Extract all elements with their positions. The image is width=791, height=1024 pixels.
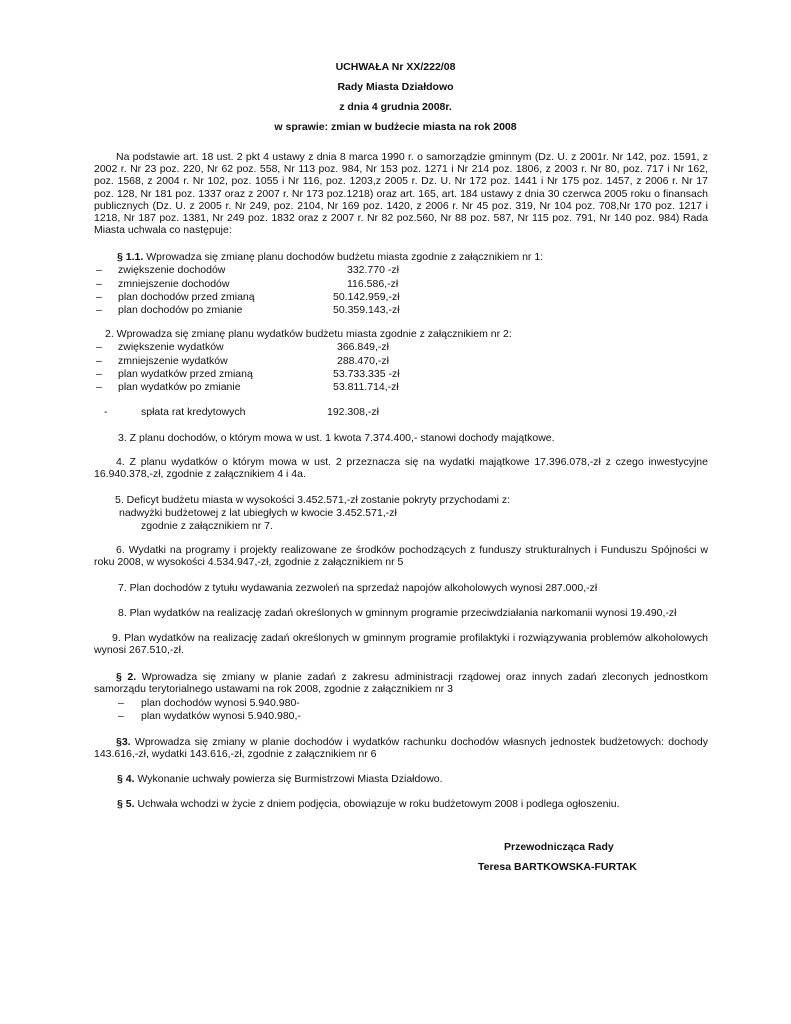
council-name: Rady Miasta Działdowo (337, 81, 454, 93)
point-3: 3. Z planu dochodów, o którym mowa w ust. 1 kwota 7.374.400,- stanowi dochody majątkowe. (118, 432, 555, 444)
section-3-paragraph (94, 736, 708, 760)
point-5-line-2: nadwyżki budżetowej z lat ubiegłych w kwocie 3.452.571,-zł (119, 507, 397, 519)
paragraph-4-text: Wykonanie uchwały powierza się Burmistrzowi Miasta Działdowo. (137, 773, 443, 785)
point-8: 8. Plan wydatków na realizację zadań określonych w gminnym programie przeciwdziałania narkomanii wynosi 19.490,-zł (118, 607, 677, 619)
section-4-paragraph (117, 773, 443, 785)
section-2-intro: 2. Wprowadza się zmianę planu wydatków budżetu miasta zgodnie z załącznikiem nr 2: (105, 328, 512, 340)
paragraph-4-mark: § 4. (117, 773, 135, 785)
section-1-text: Wprowadza się zmianę planu dochodów budżetu miasta zgodnie z załącznikiem nr 1: (146, 251, 544, 263)
paragraph-2-mark: § 2. (116, 671, 137, 683)
point-4: 4. Z planu wydatków o którym mowa w ust. 2 przeznacza się na wydatki majątkowe 17.396.078,-zł z czego inwestycyjne 16.940.378,-zł, zgodnie z załącznikiem 4 i 4a. (94, 456, 708, 481)
point-6: 6. Wydatki na programy i projekty realizowane ze środków pochodzących z funduszy strukturalnych i Funduszu Spójności w roku 2008, w wysokości 4.534.947,-zł, zgodnie z załącznikiem nr 5 (94, 544, 708, 569)
paragraph-2-text: Wprowadza się zmiany w planie zadań z zakresu administracji rządowej oraz innych zadań zleconych jednostkom samorządu terytorialnego ustawami na rok 2008, zgodnie z załącznikiem nr 3 (94, 671, 708, 696)
paragraph-3-text: Wprowadza się zmiany w planie dochodów i wydatków rachunku dochodów własnych jednostek budżetowych: dochody 143.616,-zł, wydatki 143.616,-zł, zgodnie z załącznikiem nr 6 (94, 736, 708, 761)
section-5-paragraph (117, 798, 620, 810)
signature-name: Teresa BARTKOWSKA-FURTAK (478, 861, 637, 873)
signature-role: Przewodnicząca Rady (504, 841, 614, 853)
point-9: 9. Plan wydatków na realizację zadań określonych w gminnym programie profilaktyki i rozwiązywania problemów alkoholowych wynosi 267.510,-zł. (94, 632, 708, 657)
section-1-mark: § 1.1. (117, 251, 144, 263)
paragraph-5-text: Uchwała wchodzi w życie z dniem podjęcia, obowiązuje w roku budżetowym 2008 i podlega ogłoszeniu. (137, 798, 620, 810)
paragraph-5-mark: § 5. (117, 798, 135, 810)
point-5-line-1: 5. Deficyt budżetu miasta w wysokości 3.452.571,-zł zostanie pokryty przychodami z: (115, 494, 511, 506)
resolution-subject: w sprawie: zmian w budżecie miasta na rok 2008 (274, 121, 517, 133)
document-page: UCHWAŁA Nr XX/222/08 Rady Miasta Działdowo z dnia 4 grudnia 2008r. w sprawie: zmian w budżecie miasta na rok 2008 Na podstawie art. 18 ust. 2 pkt 4 ustawy z dnia 8 marca 1990 r. o samorządzie gminnym (Dz. U. z 2001r. Nr 142, poz. 1591, z 2002 r. Nr 23 poz. 220, Nr 62 poz. 558, Nr 113 poz. 984, Nr 153 poz. 1271 i Nr 214 poz. 1806, z 2003 r. Nr 80, poz. 717 i Nr 162, poz. 1568, z 2004 r. Nr 102, poz. 1055 i Nr 116, poz. 1203,z 2005 r. Dz. U. Nr 172 poz. 1441 i Nr 175 poz. 1457, z 2006 r. Nr 17 poz. 128, Nr 181 poz. 1337 oraz z 2007 r. Nr 173 poz.1218) oraz art. 165, art. 184 ustawy z dnia 30 czerwca 2005 roku o finansach publicznych (Dz. U. z 2005 r. Nr 249, poz. 2104, Nr 169 poz. 1420, z 2006 r. Nr 45 poz. 319, Nr 104 poz. 708,Nr 170 poz. 1217 i 1218, Nr 187 poz. 1381, Nr 249 poz. 1832 oraz z 2007 r. Nr 82 poz.560, Nr 88 poz. 587, Nr 115 poz. 791, Nr 140 poz. 984) Rada Miasta uchwala co następuje: § 1.1. Wprowadza się zmianę planu dochodów budżetu miasta zgodnie z załącznikiem nr 1: – zwiększenie dochodów 332.770 -zł – zmniejszenie dochodów 116.586,-zł – plan dochodów przed zmianą 50.142.959,-zł – plan dochodów po zmianie 50.359.143,-zł 2. Wprowadza się zmianę planu wydatków budżetu miasta zgodnie z załącznikiem nr 2: – zwiększenie wydatków 366.849,-zł – zmniejszenie wydatków 288.470,-zł – plan wydatków przed zmianą 53.733.335 -zł – plan wydatków po zmianie 53.811.714,-zł - spłata rat kredytowych 192.308,-zł 3. Z planu dochodów, o którym mowa w ust. 1 kwota 7.374.400,- stanowi dochody majątkowe. 4. Z planu wydatków o którym mowa w ust. 2 przeznacza się na wydatki majątkowe 17.396.078,-zł z czego inwestycyjne 16.940.378,-zł, zgodnie z załącznikiem 4 i 4a. 5. Deficyt budżetu miasta w wysokości 3.452.571,-zł zostanie pokryty przychodami z: nadwyżki budżetowej z lat ubiegłych w kwocie 3.452.571,-zł zgodnie z załącznikiem nr 7. 6. Wydatki na programy i projekty realizowane ze środków pochodzących z funduszy strukturalnych i Funduszu Spójności w roku 2008, w wysokości 4.534.947,-zł, zgodnie z załącznikiem nr 5 7. Plan dochodów z tytułu wydawania zezwoleń na sprzedaż napojów alkoholowych wynosi 287.000,-zł 8. Plan wydatków na realizację zadań określonych w gminnym programie przeciwdziałania narkomanii wynosi 19.490,-zł 9. Plan wydatków na realizację zadań określonych w gminnym programie profilaktyki i rozwiązywania problemów alkoholowych wynosi 267.510,-zł. § 2. Wprowadza się zmiany w planie zadań z zakresu administracji rządowej oraz innych zadań zleconych jednostkom samorządu terytorialnego ustawami na rok 2008, zgodnie z załącznikiem nr 3 – plan dochodów wynosi 5.940.980- – plan wydatków wynosi 5.940.980,- §3. Wprowadza się zmiany w planie dochodów i wydatków rachunku dochodów własnych jednostek budżetowych: dochody 143.616,-zł, wydatki 143.616,-zł, zgodnie z załącznikiem nr 6 § 4. Wykonanie uchwały powierza się Burmistrzowi Miasta Działdowo. § 5. Uchwała wchodzi w życie z dniem podjęcia, obowiązuje w roku budżetowym 2008 i podlega ogłoszeniu. Przewodnicząca Rady Teresa BARTKOWSKA-FURTAK (0, 0, 791, 1024)
resolution-date: z dnia 4 grudnia 2008r. (339, 101, 452, 113)
preamble: Na podstawie art. 18 ust. 2 pkt 4 ustawy z dnia 8 marca 1990 r. o samorządzie gminnym (Dz. U. z 2001r. Nr 142, poz. 1591, z 2002 r. Nr 23 poz. 220, Nr 62 poz. 558, Nr 113 poz. 984, Nr 153 poz. 1271 i Nr 214 poz. 1806, z 2003 r. Nr 80, poz. 717 i Nr 162, poz. 1568, z 2004 r. Nr 102, poz. 1055 i Nr 116, poz. 1203,z 2005 r. Dz. U. Nr 172 poz. 1441 i Nr 175 poz. 1457, z 2006 r. Nr 17 poz. 128, Nr 181 poz. 1337 oraz z 2007 r. Nr 173 poz.1218) oraz art. 165, art. 184 ustawy z dnia 30 czerwca 2005 roku o finansach publicznych (Dz. U. z 2005 r. Nr 249, poz. 2104, Nr 169 poz. 1420, z 2006 r. Nr 45 poz. 319, Nr 104 poz. 708,Nr 170 poz. 1217 i 1218, Nr 187 poz. 1381, Nr 249 poz. 1832 oraz z 2007 r. Nr 82 poz.560, Nr 88 poz. 587, Nr 115 poz. 791, Nr 140 poz. 984) Rada Miasta uchwala co następuje: (94, 151, 708, 237)
point-5-line-3: zgodnie z załącznikiem nr 7. (141, 520, 273, 532)
document-title: UCHWAŁA Nr XX/222/08 (335, 61, 456, 73)
paragraph-3-mark: §3. (116, 736, 131, 748)
section-2-paragraph (94, 671, 708, 695)
point-7: 7. Plan dochodów z tytułu wydawania zezwoleń na sprzedaż napojów alkoholowych wynosi 287.000,-zł (118, 582, 598, 594)
section-1-intro (117, 251, 543, 263)
